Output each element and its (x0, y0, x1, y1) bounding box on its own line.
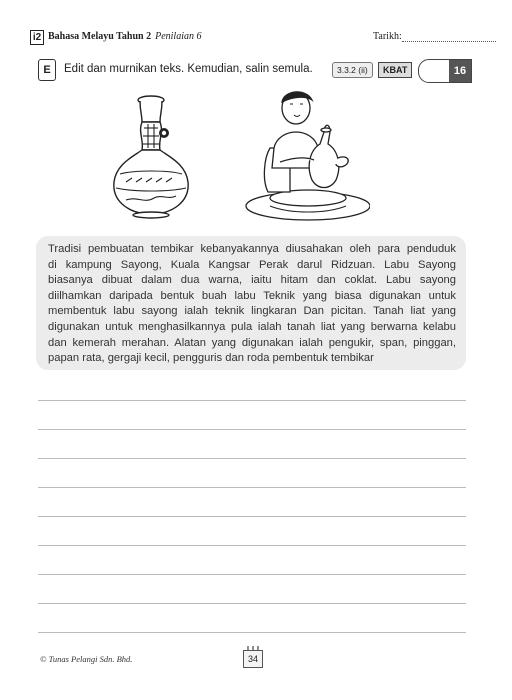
date-field-line[interactable] (402, 41, 496, 42)
writing-line[interactable] (38, 545, 466, 546)
labu-sayong-pot-icon (104, 92, 200, 222)
writing-line[interactable] (38, 603, 466, 604)
publisher-logo: i2 (30, 30, 44, 45)
passage-box (36, 236, 466, 370)
section-badge: E (38, 59, 56, 81)
writing-line[interactable] (38, 516, 466, 517)
instruction-row (38, 59, 478, 81)
passage-line: membentuk labu sayong ialah teknik lingkaran Dan picitan. Tanah liat yang (48, 305, 456, 318)
instruction-text: Edit dan murnikan teks. Kemudian, salin semula. (64, 63, 313, 75)
page-header (30, 30, 472, 46)
potter-at-wheel-icon (240, 88, 370, 222)
passage-line: dan kemerah merahan. Alatan yang digunakan ialah pengukir, span, pinggan, (48, 336, 456, 349)
passage-line: papan rata, gergaji kecil, pengguris dan roda pembentuk tembikar (48, 352, 374, 365)
writing-line[interactable] (38, 632, 466, 633)
standard-code-badge: 3.3.2 (ii) (332, 62, 373, 78)
writing-line[interactable] (38, 574, 466, 575)
assessment-label: Penilaian 6 (155, 31, 202, 42)
passage-line: di kampung Sayong, Kuala Kangsar Perak darul Ridzuan. Labu Sayong (48, 258, 456, 271)
page-number: 34 (243, 650, 263, 668)
passage-line: diilhamkan daripada bentuk buah labu Teknik yang biasa digunakan untuk (48, 289, 456, 302)
kbat-badge: KBAT (378, 62, 412, 78)
score-box (418, 59, 472, 83)
passage-line: digunakan untuk menghasilkannya pula ialah tanah liat yang berwarna kelabu (48, 320, 456, 333)
writing-line[interactable] (38, 487, 466, 488)
publisher-copyright: © Tunas Pelangi Sdn. Bhd. (40, 654, 133, 664)
writing-line[interactable] (38, 429, 466, 430)
book-title (48, 31, 202, 42)
writing-line[interactable] (38, 458, 466, 459)
score-value: 16 (449, 60, 471, 82)
passage-line: biasanya dibuat dalam dua warna, iaitu hitam dan coklat. Labu sayong (48, 274, 456, 287)
writing-line[interactable] (38, 400, 466, 401)
passage-line: Tradisi pembuatan tembikar kebanyakannya diusahakan oleh para penduduk (48, 243, 456, 255)
date-label: Tarikh: (373, 31, 402, 42)
book-title-text: Bahasa Melayu Tahun 2 (48, 31, 152, 42)
